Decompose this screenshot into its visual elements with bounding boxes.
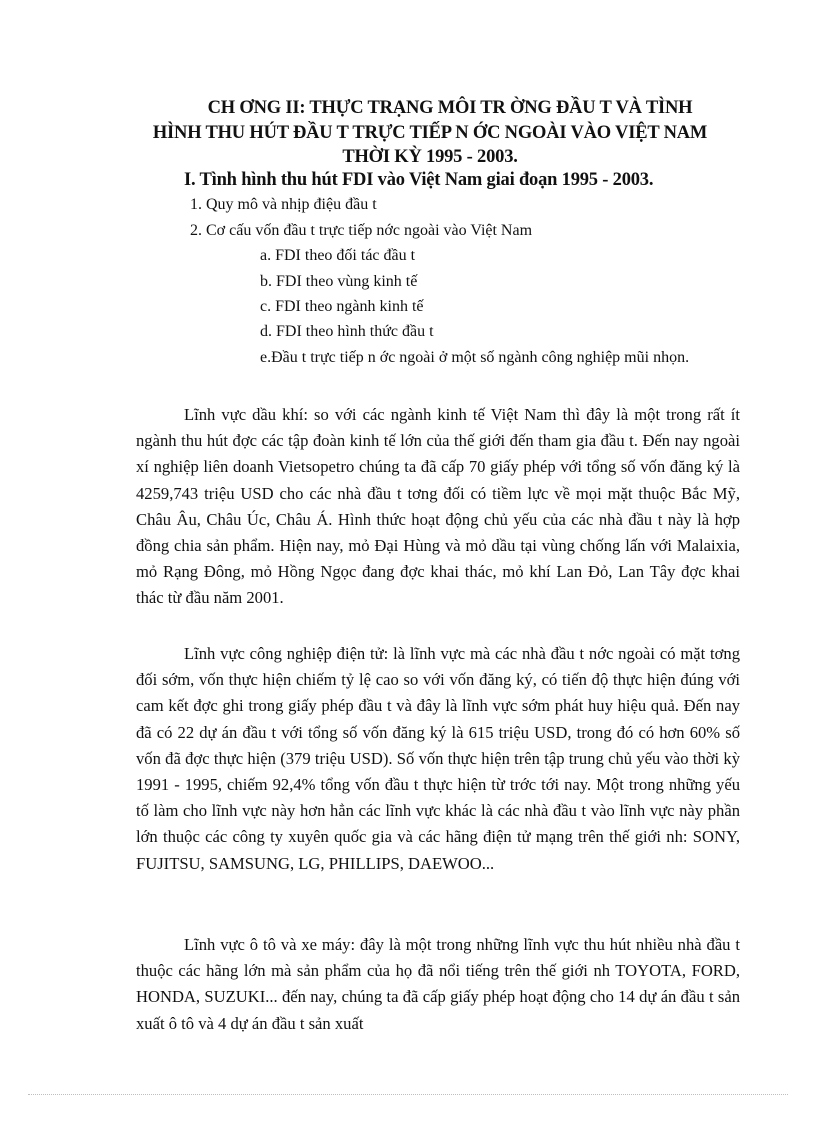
section-heading: I. Tình hình thu hút FDI vào Việt Nam giai đoạn 1995 - 2003. <box>184 170 654 190</box>
chapter-title <box>120 96 740 170</box>
paragraph-automobile: Lĩnh vực ô tô và xe máy: đây là một trong những lĩnh vực thu hút nhiều nhà đầu t thuộc các hãng lớn mà sản phẩm của họ đã nổi tiếng trên thế giới nh TOYOTA, FORD, HONDA, SUZUKI... đến nay, chúng ta đã cấp giấy phép hoạt động cho 14 dự án đầu t sản xuất ô tô và 4 dự án đầu t sản xuất <box>136 935 740 1033</box>
page-bottom-divider <box>28 1094 788 1095</box>
paragraph-electronics: Lĩnh vực công nghiệp điện tử: là lĩnh vực mà các nhà đầu t nớc ngoài có mặt tơng đối sớm, vốn thực hiện chiếm tỷ lệ cao so với vốn đăng ký, có tiến độ thực hiện đúng với cam kết đợc ghi trong giấy phép đầu t và đây là lĩnh vực sớm phát huy hiệu quả. Đến nay đã có 22 dự án đầu t với tổng số vốn đăng ký là 615 triệu USD, trong đó có hơn 60% số vốn đã đợc thực hiện (379 triệu USD). Số vốn thực hiện trên tập trung chủ yếu vào thời kỳ 1991 - 1995, chiếm 92,4% tổng vốn đầu t thực hiện từ trớc tới nay. Một trong những yếu tố làm cho lĩnh vực này hơn hẳn các lĩnh vực khác là các nhà đầu t vào lĩnh vực này phần lớn thuộc các công ty xuyên quốc gia và các hãng điện tử mạng trên thế giới nh: SONY, FUJITSU, SAMSUNG, LG, PHILLIPS, DAEWOO... <box>136 644 740 873</box>
chapter-title-line-3: THỜI KỲ 1995 - 2003. <box>342 147 518 167</box>
outline-sub-c: c. FDI theo ngành kinh tế <box>260 298 424 315</box>
outline-sub-b: b. FDI theo vùng kinh tế <box>260 273 418 290</box>
outline-sub-a: a. FDI theo đối tác đầu t <box>260 247 416 264</box>
outline-sub-d: d. FDI theo hình thức đầu t <box>260 323 434 340</box>
outline-item-1: 1. Quy mô và nhịp điệu đầu t <box>190 196 377 213</box>
outline-sub-e: e.Đầu t trực tiếp n ớc ngoài ở một số ngành công nghiệp mũi nhọn. <box>260 349 690 366</box>
chapter-title-line-2: HÌNH THU HÚT ĐẦU T TRỰC TIẾP N ỚC NGOÀI VÀO VIỆT NAM <box>152 122 708 143</box>
outline-item-2: 2. Cơ cấu vốn đầu t trực tiếp nớc ngoài vào Việt Nam <box>190 222 533 239</box>
chapter-title-line-1: CH ƠNG II: THỰC TRẠNG MÔI TR ỜNG ĐẦU T VÀ TÌNH <box>207 98 693 118</box>
paragraph-petroleum: Lĩnh vực dầu khí: so với các ngành kinh tế Việt Nam thì đây là một trong rất ít ngành thu hút đợc các tập đoàn kinh tế lớn của thế giới đến tham gia đầu t. Đến nay ngoài xí nghiệp liên doanh Vietsopetro chúng ta đã cấp 70 giấy phép với tổng số vốn đăng ký là 4259,743 triệu USD cho các nhà đầu t tơng đối có tiềm lực về mọi mặt thuộc Bắc Mỹ, Châu Âu, Châu Úc, Châu Á. Hình thức hoạt động chủ yếu của các nhà đầu t này là hợp đồng chia sản phẩm. Hiện nay, mỏ Đại Hùng và mỏ dầu tại vùng chống lấn với Malaixia, mỏ Rạng Đông, mỏ Hồng Ngọc đang đợc khai thác, mỏ khí Lan Đỏ, Lan Tây đợc khai thác từ đầu năm 2001. <box>136 405 740 608</box>
